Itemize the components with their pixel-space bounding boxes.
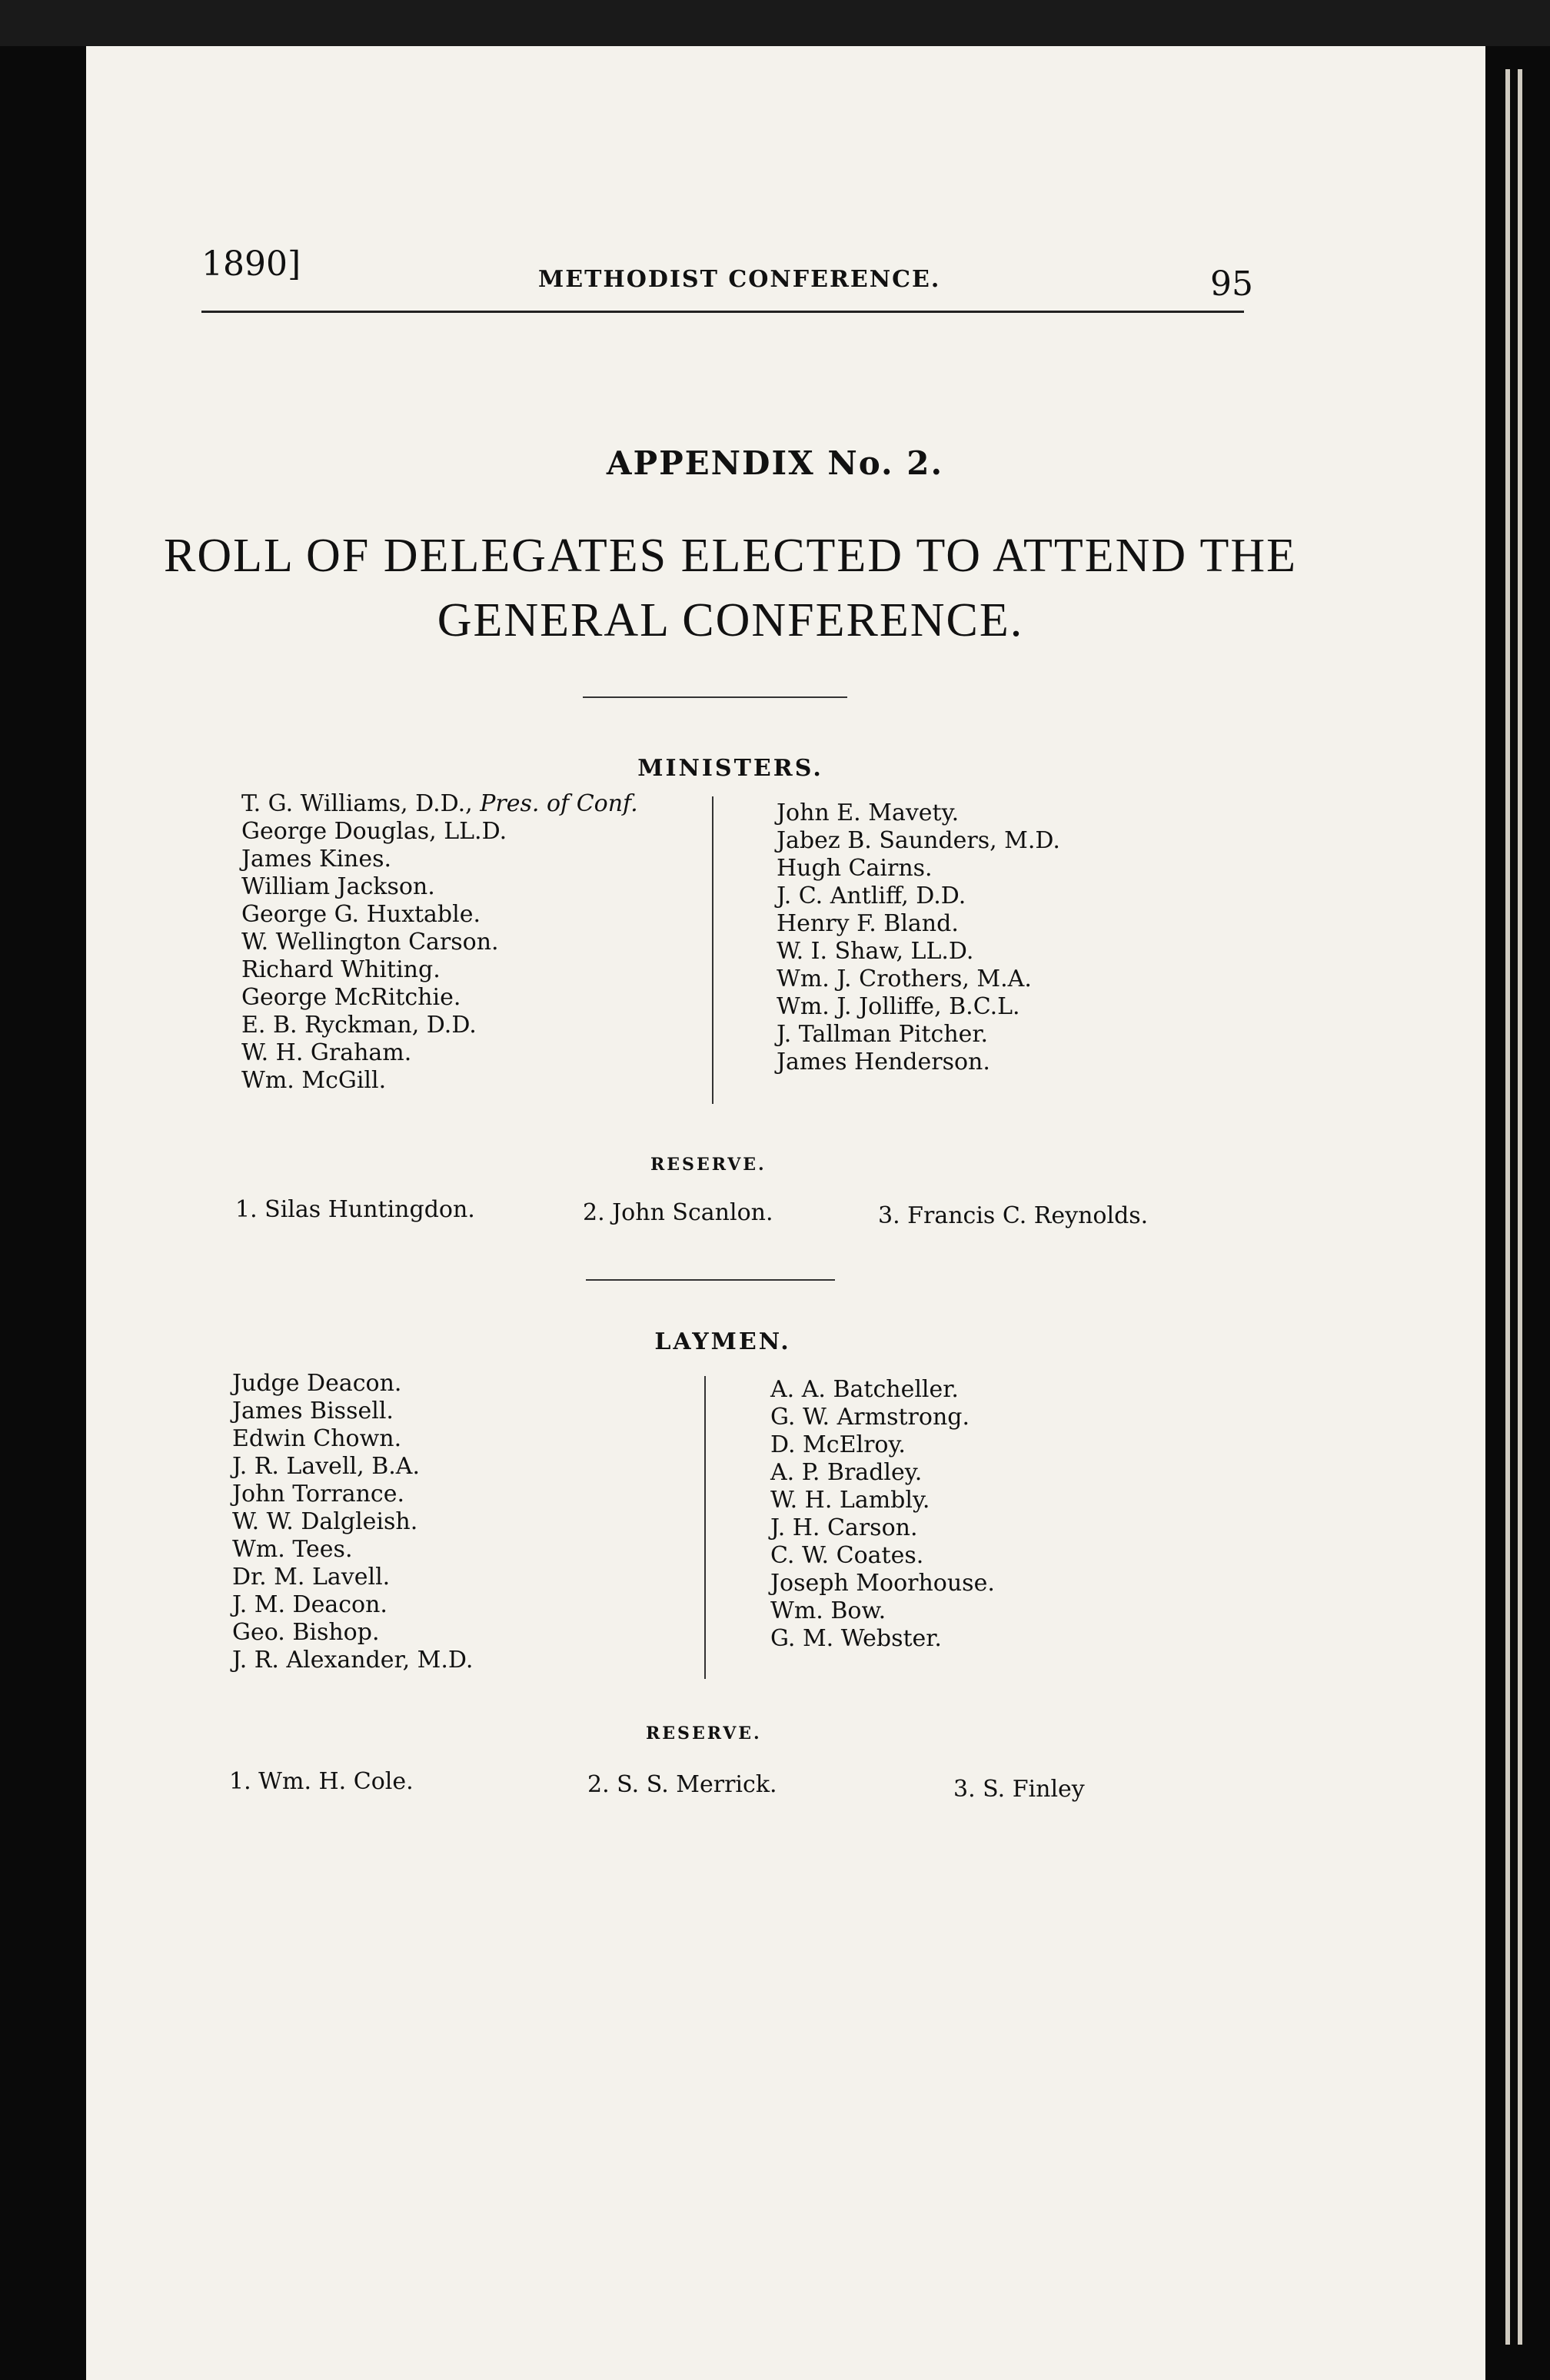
layman-name: James Bissell. [232,1398,394,1424]
reserve-item: 1. Silas Huntingdon. [235,1196,475,1223]
reserve-item: 2. John Scanlon. [583,1199,773,1226]
ministers-left-column [241,790,638,1095]
header-title: METHODIST CONFERENCE. [538,266,941,293]
layman-name: Wm. Bow. [770,1597,886,1624]
layman-name: C. W. Coates. [770,1542,924,1569]
layman-name: Geo. Bishop. [232,1619,380,1646]
roll-heading-line2: GENERAL CONFERENCE. [437,594,1024,647]
minister-name: George Douglas, LL.D. [241,818,507,845]
ministers-right-column [777,799,1060,1076]
minister-name: W. I. Shaw, LL.D. [777,938,974,965]
ministers-reserve-title: RESERVE. [650,1155,767,1175]
laymen-title: LAYMEN. [654,1328,791,1355]
minister-name: James Henderson. [777,1049,990,1075]
scan-border-top [0,0,1550,46]
laymen-left-column [232,1370,473,1674]
layman-name: John Torrance. [232,1481,404,1507]
minister-name: J. Tallman Pitcher. [777,1021,989,1048]
minister-name: Jabez B. Saunders, M.D. [777,827,1060,854]
column-divider [712,796,713,1104]
minister-name: Richard Whiting. [241,956,441,983]
layman-name: D. McElroy. [770,1431,906,1458]
layman-name: G. M. Webster. [770,1625,942,1652]
laymen-right-column [770,1376,995,1653]
roll-heading-line1: ROLL OF DELEGATES ELECTED TO ATTEND THE [163,530,1298,582]
layman-name: A. P. Bradley. [770,1459,923,1486]
layman-name: J. R. Alexander, M.D. [232,1647,474,1674]
layman-name: Wm. Tees. [232,1536,353,1563]
reserve-item: 3. S. Finley [953,1776,1085,1803]
minister-name: W. Wellington Carson. [241,929,499,956]
layman-name: W. W. Dalgleish. [232,1508,418,1535]
layman-name: Judge Deacon. [232,1370,402,1397]
appendix-heading: APPENDIX No. 2. [606,444,944,482]
minister-name: Wm. J. Jolliffe, B.C.L. [777,993,1020,1020]
reserve-item: 1. Wm. H. Cole. [229,1768,414,1795]
minister-name: George G. Huxtable. [241,901,481,928]
ministers-title: MINISTERS. [637,755,823,782]
minister-name: W. H. Graham. [241,1039,412,1066]
minister-name: Wm. J. Crothers, M.A. [777,966,1032,992]
layman-name: G. W. Armstrong. [770,1404,970,1431]
layman-name: J. M. Deacon. [232,1591,388,1618]
layman-name: Dr. M. Lavell. [232,1564,391,1591]
layman-name: Joseph Moorhouse. [770,1570,995,1597]
layman-name: J. H. Carson. [770,1514,918,1541]
section-divider [586,1279,835,1281]
president-title: Pres. of Conf. [480,790,638,817]
minister-name: George McRitchie. [241,984,461,1011]
minister-name: J. C. Antliff, D.D. [777,883,966,909]
minister-name: E. B. Ryckman, D.D. [241,1012,477,1039]
column-divider [704,1376,706,1679]
page-edge [1505,69,1510,2345]
section-divider [583,696,847,698]
minister-name: John E. Mavety. [777,799,960,826]
minister-name: Hugh Cairns. [777,855,933,882]
page-edge [1518,69,1522,2345]
minister-name: T. G. Williams, D.D., Pres. of Conf. [241,790,638,817]
header-year: 1890] [201,244,301,284]
minister-name: William Jackson. [241,873,435,900]
layman-name: W. H. Lambly. [770,1487,930,1514]
minister-name: Henry F. Bland. [777,910,959,937]
layman-name: A. A. Batcheller. [770,1376,959,1403]
layman-name: Edwin Chown. [232,1425,402,1452]
layman-name: J. R. Lavell, B.A. [232,1453,420,1480]
minister-name: Wm. McGill. [241,1067,387,1094]
reserve-item: 3. Francis C. Reynolds. [878,1202,1149,1229]
reserve-item: 2. S. S. Merrick. [587,1771,777,1798]
laymen-reserve-title: RESERVE. [646,1724,762,1743]
header-rule [201,311,1244,313]
minister-name: James Kines. [241,846,392,873]
page-number: 95 [1210,264,1253,304]
